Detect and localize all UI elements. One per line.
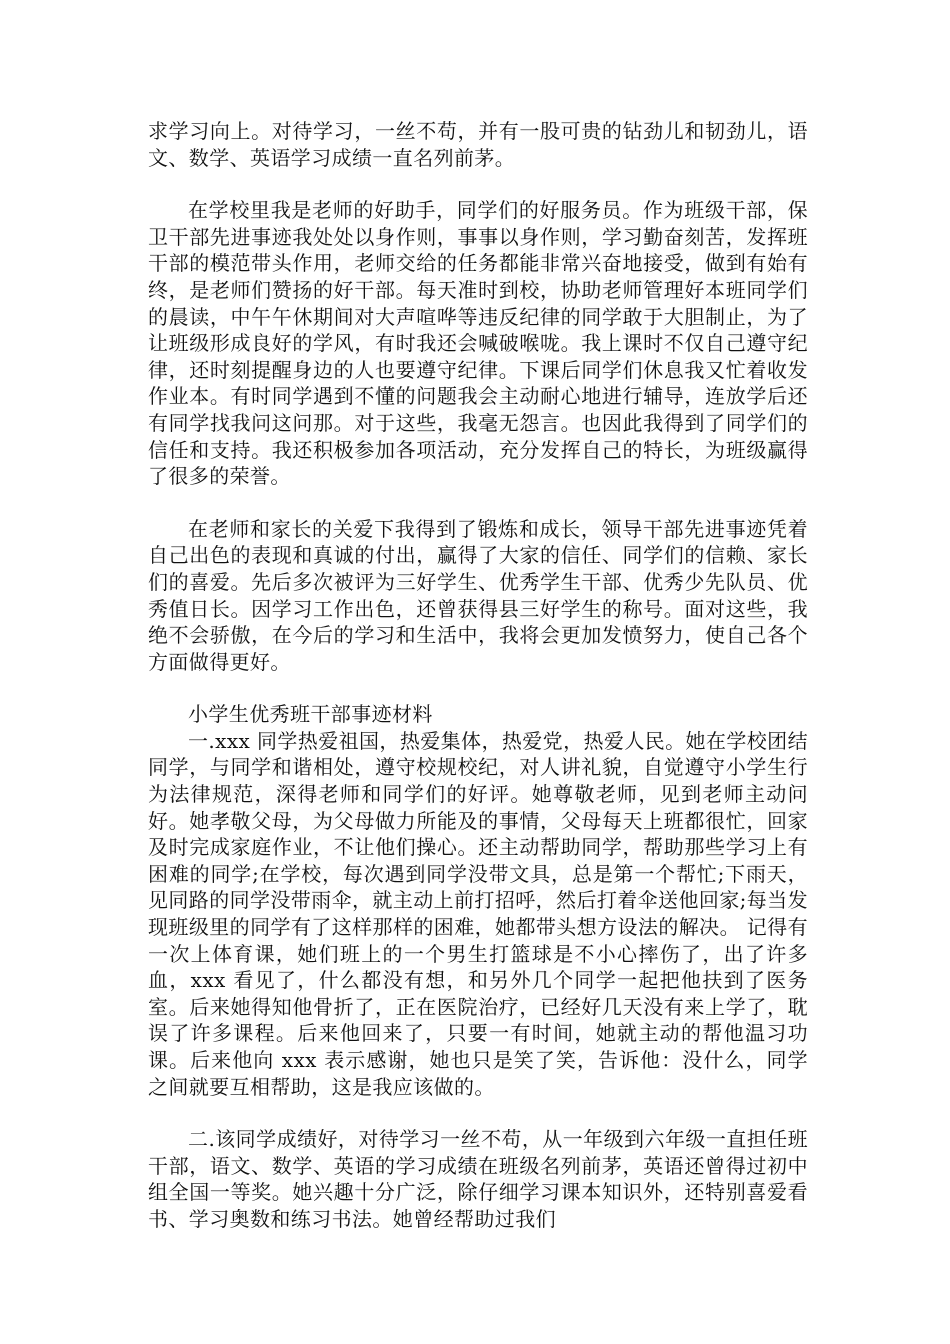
paragraph-2: 在学校里我是老师的好助手，同学们的好服务员。作为班级干部，保卫干部先进事迹我处处以身作则，事事以身作则，学习勤奋刻苦，发挥班干部的模范带头作用，老师交给的任务都能非常兴奋地接受，做到有始有终，是老师们赞扬的好干部。每天准时到校，协助老师管理好本班同学们的晨读，中午午休期间对大声喧哗等违反纪律的同学敢于大胆制止，为了让班级形成良好的学风，有时我还会喊破喉咙。我上课时不仅自己遵守纪律，还时刻提醒身边的人也要遵守纪律。下课后同学们休息我又忙着收发作业本。有时同学遇到不懂的问题我会主动耐心地进行辅导，连放学后还有同学找我问这问那。对于这些，我毫无怨言。也因此我得到了同学们的信任和支持。我还积极参加各项活动，充分发挥自己的特长，为班级赢得了很多的荣誉。 <box>148 198 808 489</box>
section-paragraph-1: 一.xxx 同学热爱祖国，热爱集体，热爱党，热爱人民。她在学校团结同学，与同学和谐相处，遵守校规校纪，对人讲礼貌，自觉遵守小学生行为法律规范，深得老师和同学们的好评。她尊敬老师，见到老师主动问好。她孝敬父母，为父母做力所能及的事情，父母每天上班都很忙，回家及时完成家庭作业，不让他们操心。还主动帮助同学，帮助那些学习上有困难的同学;在学校，每次遇到同学没带文具，总是第一个帮忙;下雨天，见同路的同学没带雨伞，就主动上前打招呼，然后打着伞送他回家;每当发现班级里的同学有了这样那样的困难，她都带头想方设法的解决。 记得有一次上体育课，她们班上的一个男生打篮球是不小心摔伤了，出了许多血，xxx 看见了，什么都没有想，和另外几个同学一起把他扶到了医务室。后来她得知他骨折了，正在医院治疗，已经好几天没有来上学了，耽误了许多课程。后来他回来了，只要一有时间，她就主动的帮他温习功课。后来他向 xxx 表示感谢，她也只是笑了笑，告诉他：没什么，同学之间就要互相帮助，这是我应该做的。 <box>148 728 808 1099</box>
section-title: 小学生优秀班干部事迹材料 <box>188 702 433 727</box>
document-page <box>148 118 808 1233</box>
paragraph-3: 在老师和家长的关爱下我得到了锻炼和成长，领导干部先进事迹凭着自己出色的表现和真诚的付出，赢得了大家的信任、同学们的信赖、家长们的喜爱。先后多次被评为三好学生、优秀学生干部、优秀少先队员、优秀值日长。因学习工作出色，还曾获得县三好学生的称号。面对这些，我绝不会骄傲，在今后的学习和生活中，我将会更加发愤努力，使自己各个方面做得更好。 <box>148 516 808 674</box>
paragraph-1: 求学习向上。对待学习，一丝不苟，并有一股可贵的钻劲儿和韧劲儿，语文、数学、英语学习成绩一直名列前茅。 <box>148 119 808 170</box>
section-paragraph-2: 二.该同学成绩好，对待学习一丝不苟，从一年级到六年级一直担任班干部，语文、数学、英语的学习成绩在班级名列前茅，英语还曾得过初中组全国一等奖。她兴趣十分广泛，除仔细学习课本知识外，还特别喜爱看书、学习奥数和练习书法。她曾经帮助过我们 <box>148 1127 808 1231</box>
